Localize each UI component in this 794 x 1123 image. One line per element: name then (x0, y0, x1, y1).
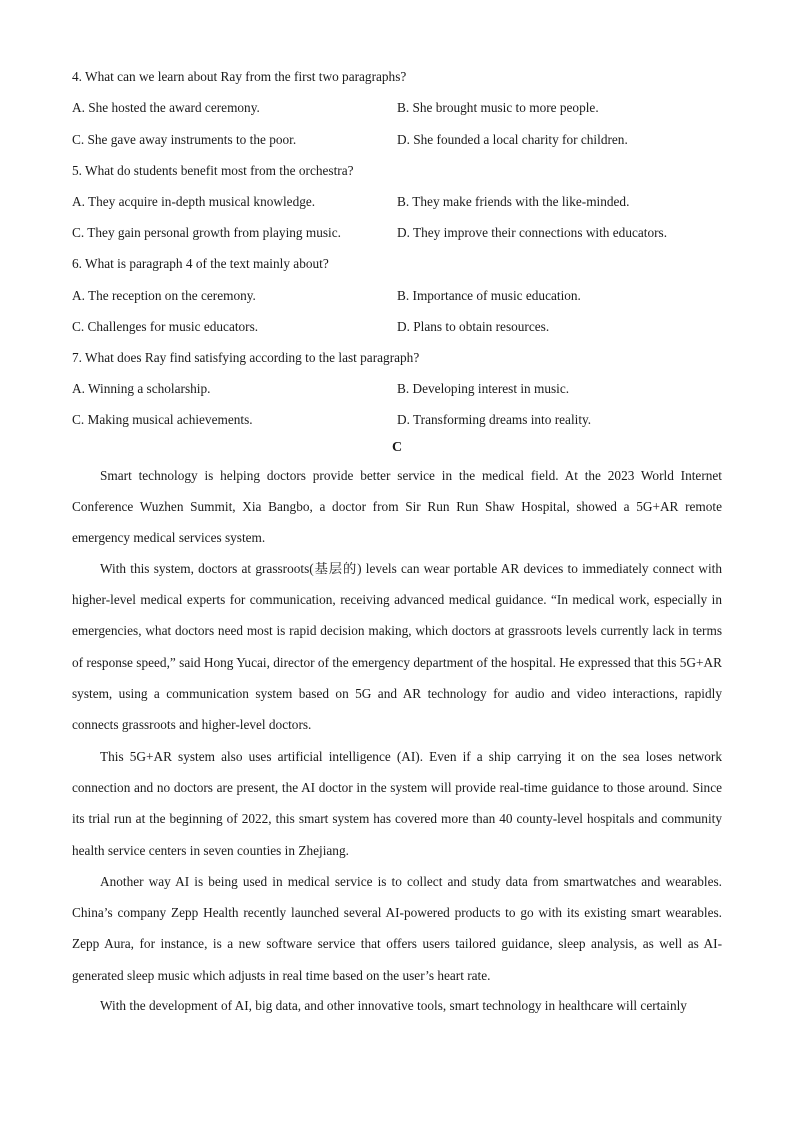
passage-paragraph-1: Smart technology is helping doctors provide better service in the medical field. At the 2023 World Internet Conference Wuzhen Summit, Xia Bangbo, a doctor from Sir Run Run Shaw Hospital, showed a 5G+AR remote emergency medical services system. (72, 468, 722, 546)
question-6-option-c: C. Challenges for music educators. (72, 319, 259, 334)
question-6-option-a: A. The reception on the ceremony. (72, 288, 256, 303)
question-4-option-a: A. She hosted the award ceremony. (72, 100, 260, 115)
question-4-option-c: C. She gave away instruments to the poor. (72, 132, 297, 147)
question-5-option-d: D. They improve their connections with educators. (397, 225, 668, 240)
passage-paragraph-4: Another way AI is being used in medical service is to collect and study data from smartwatches and wearables. China’s company Zepp Health recently launched several AI-powered products to go with its existing smart wearables. Zepp Aura, for instance, is a new software service that offers users tailored guidance, sleep analysis, as well as AI-generated sleep music which adjusts in real time based on the user’s heart rate. (72, 874, 722, 983)
question-6-option-d: D. Plans to obtain resources. (397, 319, 550, 334)
question-5-stem: 5. What do students benefit most from the orchestra? (72, 163, 354, 178)
question-7-stem: 7. What does Ray find satisfying according to the last paragraph? (72, 350, 420, 365)
question-6-option-b: B. Importance of music education. (397, 288, 581, 303)
passage-paragraph-2: With this system, doctors at grassroots(基层的) levels can wear portable AR devices to immediately connect with higher-level medical experts for communication, receiving advanced medical guidance. “In medical work, especially in emergencies, what doctors need most is rapid decision making, which doctors at grassroots levels currently lack in terms of response speed,” said Hong Yucai, director of the emergency department of the hospital. He expressed that this 5G+AR system, using a communication system based on 5G and AR technology for audio and video interactions, rapidly connects grassroots and higher-level doctors. (72, 561, 722, 733)
section-heading: C (391, 440, 403, 455)
question-4-option-b: B. She brought music to more people. (397, 100, 599, 115)
question-5-option-c: C. They gain personal growth from playing music. (72, 225, 341, 240)
question-7-option-c: C. Making musical achievements. (72, 412, 253, 427)
question-6-stem: 6. What is paragraph 4 of the text mainly about? (72, 256, 329, 271)
question-4-option-d: D. She founded a local charity for children. (397, 132, 628, 147)
question-5-option-b: B. They make friends with the like-minded. (397, 194, 630, 209)
question-7-option-a: A. Winning a scholarship. (72, 381, 211, 396)
passage-paragraph-5: With the development of AI, big data, and other innovative tools, smart technology in healthcare will certainly (100, 998, 687, 1013)
passage-paragraph-3: This 5G+AR system also uses artificial intelligence (AI). Even if a ship carrying it on the sea loses network connection and no doctors are present, the AI doctor in the system will provide real-time guidance to those around. Since its trial run at the beginning of 2022, this smart system has covered more than 40 county-level hospitals and community health service centers in seven counties in Zhejiang. (72, 749, 722, 858)
question-7-option-d: D. Transforming dreams into reality. (397, 412, 592, 427)
question-4-stem: 4. What can we learn about Ray from the first two paragraphs? (72, 69, 407, 84)
question-5-option-a: A. They acquire in-depth musical knowledge. (72, 194, 316, 209)
question-7-option-b: B. Developing interest in music. (397, 381, 570, 396)
